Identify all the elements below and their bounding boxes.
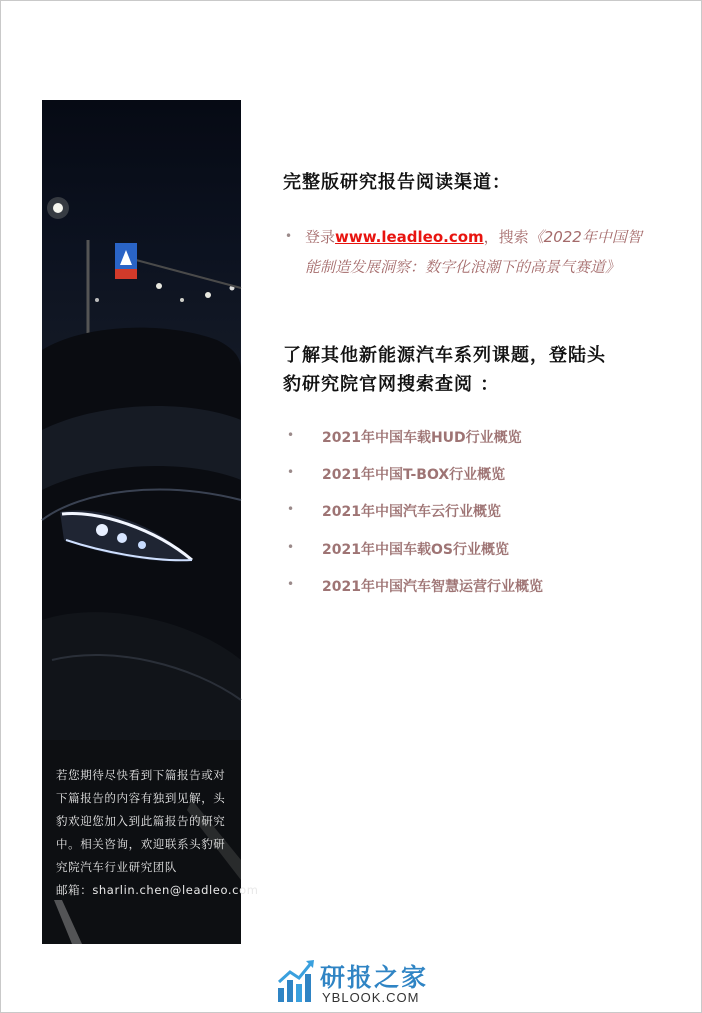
bullet: •: [287, 577, 295, 591]
bullet: •: [287, 502, 295, 516]
leadleo-link[interactable]: www.leadleo.com: [335, 228, 484, 246]
car-photo: [42, 100, 259, 944]
bar-chart-logo-icon: [276, 958, 316, 1004]
contact-caption: [56, 764, 259, 902]
bullet: •: [285, 229, 293, 243]
report-item[interactable]: 2021年中国车载HUD行业概览: [322, 430, 522, 446]
section2-heading-line1: 了解其他新能源汽车系列课题，登陆头: [283, 345, 606, 366]
email-address[interactable]: sharlin.chen@leadleo.com: [92, 883, 259, 897]
report-item[interactable]: 2021年中国汽车云行业概览: [322, 504, 501, 520]
report-item[interactable]: 2021年中国汽车智慧运营行业概览: [322, 579, 543, 595]
section2-heading-line2: 豹研究院官网搜索查阅 ：: [283, 374, 500, 395]
logo-english-text: YBLOOK.COM: [322, 990, 420, 1005]
bullet: •: [287, 428, 295, 442]
email-label: 邮箱：: [56, 883, 93, 897]
caption-line: 下篇报告的内容有独到见解，头: [56, 791, 226, 805]
report-item[interactable]: 2021年中国T-BOX行业概览: [322, 467, 506, 483]
logo-chinese-text: 研报之家: [320, 963, 429, 992]
search-text: ，搜索: [483, 228, 529, 246]
yblook-logo: [276, 958, 436, 1006]
report-title: 《2022年中国智能制造发展洞察：数字化浪潮下的高景气赛道》: [305, 228, 642, 276]
caption-line: 豹欢迎您加入到此篇报告的研究: [56, 814, 226, 828]
bullet: •: [287, 465, 295, 479]
section1-heading: 完整版研究报告阅读渠道：: [283, 172, 511, 193]
bullet: •: [287, 540, 295, 554]
read-channel-text: [305, 222, 650, 282]
report-item[interactable]: 2021年中国车载OS行业概览: [322, 542, 509, 558]
caption-line: 若您期待尽快看到下篇报告或对: [56, 768, 226, 782]
login-prefix: 登录: [305, 228, 336, 246]
caption-line: 中。相关咨询，欢迎联系头豹研: [56, 837, 226, 851]
caption-line: 究院汽车行业研究团队: [56, 860, 177, 874]
email-line: [56, 879, 259, 902]
